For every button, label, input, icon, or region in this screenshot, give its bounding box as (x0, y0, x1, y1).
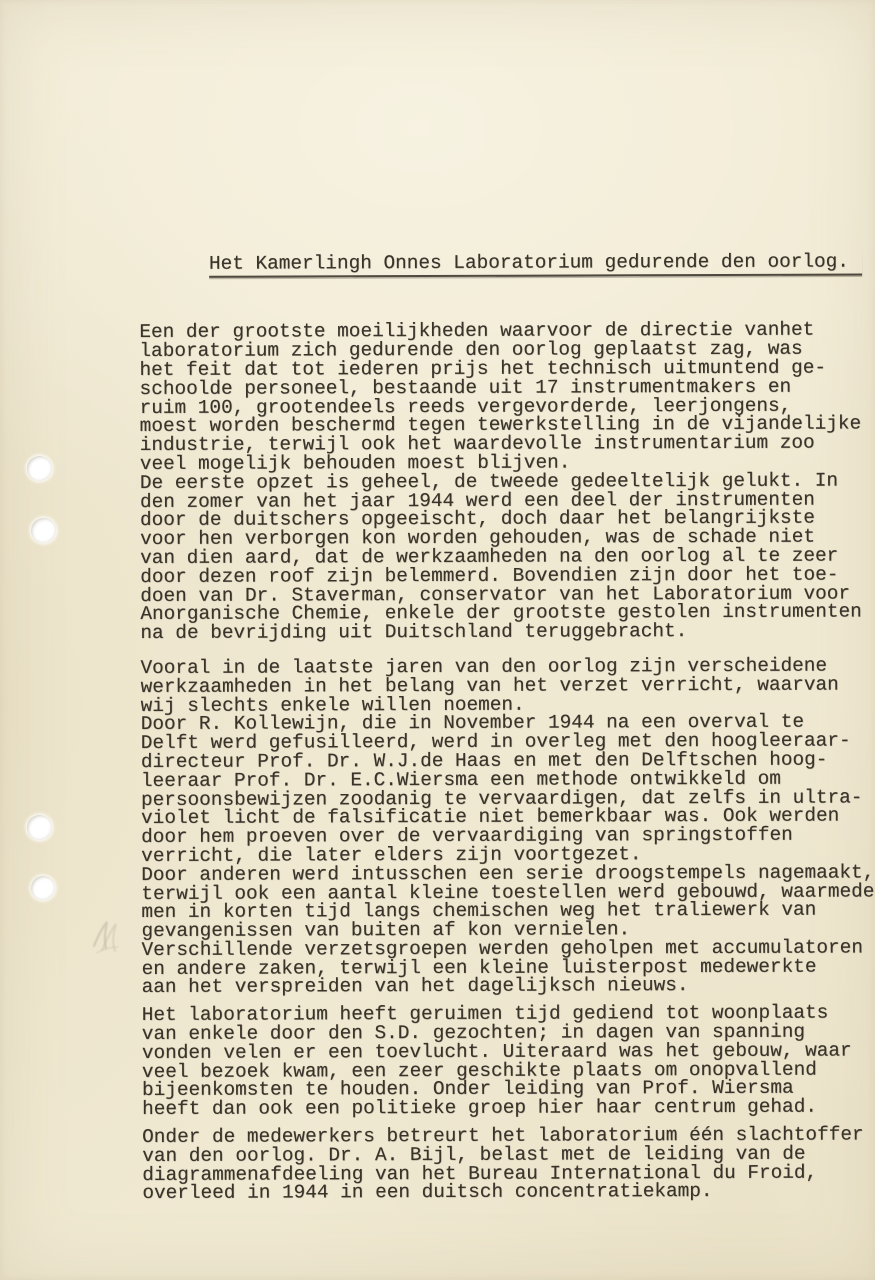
text-line: het feit dat tot iederen prijs het technisch uitmuntend ge- (139, 356, 827, 381)
text-line: vonden velen er een toevlucht. Uiteraard was het gebouw, waar (141, 1039, 852, 1064)
text-line: aan het verspreiden van het dagelijksch nieuws. (141, 974, 689, 999)
text-line: ruim 100, grootendeels reeds vergevorderde, leerjongens, (139, 394, 792, 419)
text-line: gevangenissen van buiten af kon vernielen. (141, 918, 631, 943)
punch-hole (31, 518, 56, 543)
text-line: persoonsbewijzen zoodanig te vervaardigen, dat zelfs in ultra- (140, 785, 863, 811)
text-line: Verschillende verzetsgroepen werden geholpen met accumulatoren (141, 936, 863, 961)
text-line: Het laboratorium heeft geruimen tijd gediend tot woonplaats (141, 1001, 829, 1027)
text-line: industrie, terwijl ook het waardevolle instrumentarium zoo (139, 431, 815, 457)
paragraph (141, 1001, 875, 1121)
text-line: doen van Dr. Staverman, conservator van het Laboratorium voor (140, 582, 851, 607)
punch-hole (27, 815, 52, 840)
text-line: schoolde personeel, bestaande uit 17 instrumentmakers en (139, 375, 792, 400)
text-line: Anorganische Chemie, enkele der grootste gestolen instrumenten (140, 600, 862, 626)
paragraph (139, 321, 875, 643)
text-line: overleed in 1944 in een duitsch concentratiekamp. (142, 1180, 713, 1205)
punch-hole (31, 876, 55, 900)
text-line: Onder de medewerkers betreurt het laboratorium één slachtoffer (142, 1123, 864, 1149)
text-line: den zomer van het jaar 1944 werd een deel der instrumenten (139, 488, 815, 513)
text-line: van den oorlog. Dr. A. Bijl, belast met de leiding van de (142, 1142, 806, 1167)
text-line: laboratorium zich gedurende den oorlog geplaatst zag, was (139, 337, 803, 363)
text-line: werkzaamheden in het belang van het verzet verricht, waarvan (140, 673, 839, 698)
paragraph (140, 656, 875, 997)
text-line: Een der grootste moeilijkheden waarvoor de directie vanhet (139, 319, 815, 344)
text-line: verricht, die later elders zijn voortgezet. (141, 843, 642, 867)
text-line: Vooral in de laatste jaren van den oorlog zijn verscheidene (140, 654, 828, 679)
text-line: veel mogelijk behouden moest blijven. (139, 451, 571, 475)
text-line: Delft werd gefusilleerd, werd in overleg met den hoogleeraar- (140, 729, 851, 755)
document-body (139, 321, 875, 1203)
text-line: directeur Prof. Dr. W.J.de Haas en met den Delftschen hoog- (140, 748, 828, 773)
text-line: heeft dan ook een politieke groep hier haar centrum gehad. (142, 1095, 817, 1121)
text-line: diagrammenafdeeling van het Bureau International du Froid, (142, 1161, 818, 1186)
text-line: Door R. Kollewijn, die in November 1944 na een overval te (140, 711, 805, 736)
text-line: en andere zaken, terwijl een kleine luisterpost medewerkte (141, 955, 817, 980)
text-line: moest worden beschermd tegen tewerkstelling in de vijandelijke (139, 412, 862, 438)
text-line: De eerste opzet is geheel, de tweede gedeeltelijk gelukt. In (139, 469, 839, 494)
text-line: van dien aard, dat de werkzaamheden na den oorlog al te zeer (140, 544, 839, 569)
document-title (139, 233, 875, 296)
text-line: van enkele door den S.D. gezochten; in dagen van spanning (141, 1020, 806, 1046)
text-line: door dezen roof zijn belemmerd. Bovendien zijn door het toe- (140, 563, 839, 588)
text-line: terwijl ook een aantal kleine toestellen werd gebouwd, waarmede (141, 879, 875, 905)
text-line: wij slechts enkele willen noemen. (140, 693, 525, 717)
text-line: men in korten tijd langs chemischen weg het traliewerk van (141, 898, 817, 924)
document-title-text: Het Kamerlingh Onnes Laboratorium gedurende den oorlog. (209, 252, 862, 277)
text-line: voor hen verborgen kon worden gehouden, was de schade niet (140, 525, 815, 551)
text-line: veel bezoek kwam, een zeer geschikte plaats om onopvallend (141, 1058, 817, 1083)
text-line: Door anderen werd intusschen een serie droogstempels nagemaakt, (141, 861, 875, 886)
document-content (139, 233, 875, 1212)
paragraph (142, 1125, 875, 1203)
punch-hole (27, 456, 52, 481)
pencil-smudge-mark (88, 916, 126, 958)
text-line: leeraar Prof. Dr. E.C.Wiersma een methode ontwikkeld om (140, 767, 781, 792)
text-line: door hem proeven over de vervaardiging van springstoffen (141, 823, 793, 849)
text-line: violet licht de falsificatie niet bemerkbaar was. Ook werden (140, 804, 840, 830)
text-line: na de bevrijding uit Duitschland teruggebracht. (140, 620, 688, 645)
text-line: door de duitschers opgeeischt, doch daar het belangrijkste (139, 507, 815, 532)
text-line: bijeenkomsten te houden. Onder leiding van Prof. Wiersma (141, 1077, 794, 1102)
